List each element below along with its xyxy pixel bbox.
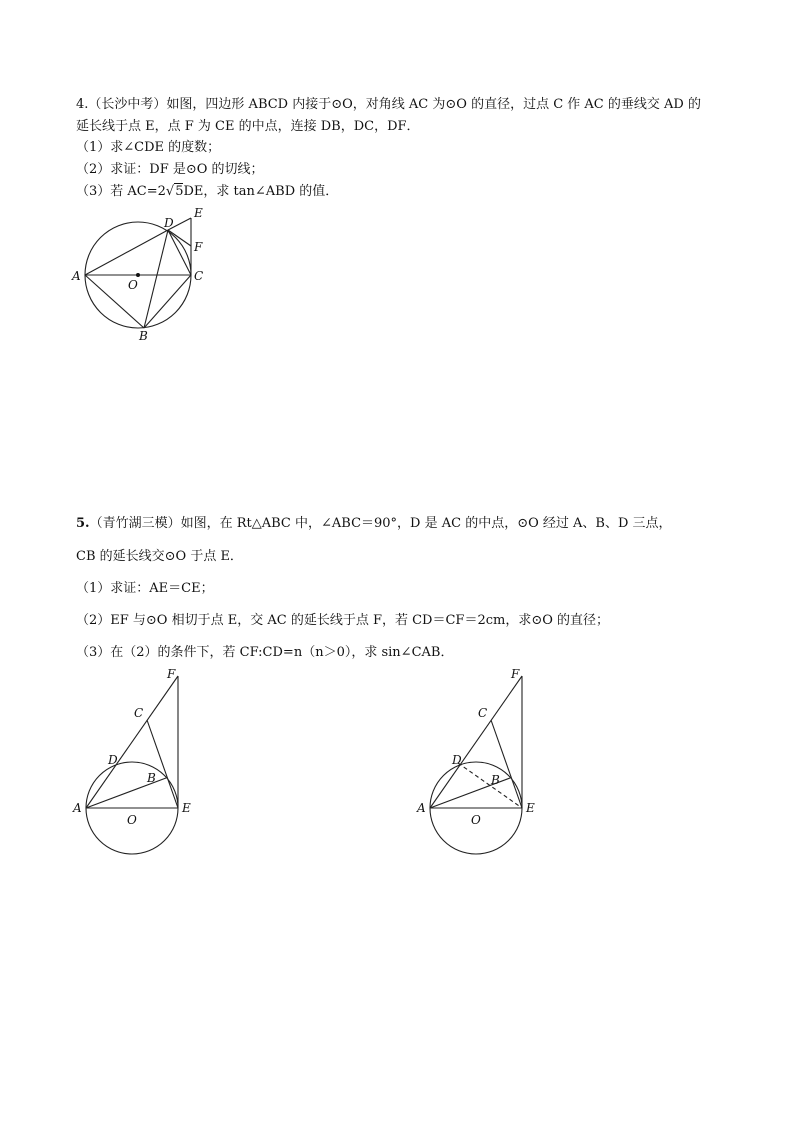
- label-b: B: [139, 329, 148, 343]
- label-c: C: [478, 706, 488, 720]
- problem5-question2: （2）EF 与⊙O 相切于点 E，交 AC 的延长线于点 F，若 CD＝CF＝2cm，求⊙O 的直径；: [76, 613, 610, 628]
- problem4-number: 4.: [76, 97, 89, 112]
- label-c: C: [134, 706, 144, 720]
- segment-dc: [168, 230, 191, 275]
- problem4-question1: （1）求∠CDE 的度数；: [76, 140, 221, 155]
- problem4-stem-text: 如图，四边形 ABCD 内接于⊙O，对角线 AC 为⊙O 的直径，过点 C 作 AC 的垂线交 AD 的: [166, 97, 701, 112]
- label-f: F: [194, 240, 203, 254]
- problem5-stem-line1: [76, 515, 672, 533]
- problem4-stem-line2: 延长线于点 E，点 F 为 CE 的中点，连接 DB，DC，DF．: [76, 119, 420, 134]
- problem5-stem-text: 如图，在 Rt△ABC 中，∠ABC＝90°，D 是 AC 的中点，⊙O 经过 A、B、D 三点，: [180, 516, 672, 531]
- label-f: F: [167, 667, 176, 681]
- problem5-question1: （1）求证：AE＝CE；: [76, 581, 214, 596]
- label-d: D: [164, 216, 174, 230]
- problem5-figure-right: [400, 660, 560, 865]
- problem4-stem-line1: [76, 96, 701, 114]
- problem5-stem-line2: CB 的延长线交⊙O 于点 E．: [76, 549, 243, 564]
- problem5-number: 5.: [76, 516, 90, 531]
- problem5-source: （青竹湖三模）: [89, 516, 181, 531]
- label-e: E: [526, 801, 535, 815]
- label-a: A: [417, 801, 426, 815]
- label-a: A: [72, 269, 81, 283]
- label-c: C: [194, 269, 204, 283]
- problem5-left-geometry: [86, 676, 178, 854]
- label-b: B: [491, 773, 500, 787]
- label-o: O: [127, 813, 137, 827]
- center-point-o: [136, 273, 140, 277]
- segment-ad: [85, 230, 168, 275]
- square-root: √5: [165, 184, 184, 199]
- problem5-right-geometry: [430, 676, 522, 854]
- segment-db: [144, 230, 168, 328]
- problem4-question2: （2）求证：DF 是⊙O 的切线；: [76, 162, 264, 177]
- label-b: B: [147, 771, 156, 785]
- problem4-question3: [76, 183, 338, 201]
- label-e: E: [194, 206, 203, 220]
- problem4-figure: [60, 200, 230, 350]
- label-d: D: [108, 753, 118, 767]
- radicand: 5: [175, 184, 184, 199]
- label-o: O: [471, 813, 481, 827]
- label-o: O: [128, 278, 138, 292]
- problem4-source: （长沙中考）: [88, 97, 167, 112]
- problem4-q3-suffix: DE，求 tan∠ABD 的值．: [183, 184, 339, 199]
- problem4-q3-prefix: （3）若 AC=2: [76, 184, 166, 199]
- problem4-geometry: [85, 218, 191, 328]
- segment-cb: [491, 720, 522, 808]
- segment-af: [430, 676, 522, 808]
- problem5-question3: （3）在（2）的条件下，若 CF:CD=n（n＞0），求 sin∠CAB．: [76, 645, 454, 660]
- label-a: A: [73, 801, 82, 815]
- label-f: F: [511, 667, 520, 681]
- segment-cb: [147, 720, 178, 808]
- segment-df: [168, 230, 191, 246]
- problem5-figure-left: [60, 660, 220, 865]
- label-e: E: [182, 801, 191, 815]
- label-d: D: [452, 753, 462, 767]
- segment-af: [86, 676, 178, 808]
